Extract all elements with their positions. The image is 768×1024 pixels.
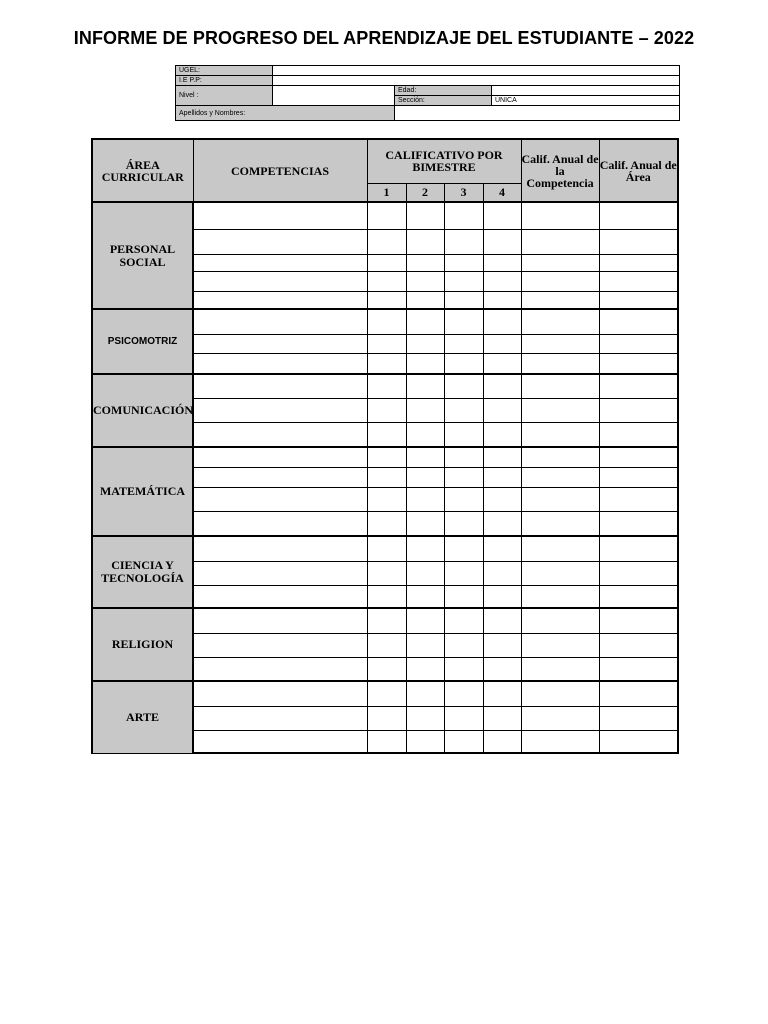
bimestre-2-cell[interactable] <box>406 608 444 633</box>
area-name: PSICOMOTRIZ <box>92 309 193 374</box>
bimestre-2-cell[interactable] <box>406 536 444 561</box>
bimestre-4-cell[interactable] <box>483 536 521 561</box>
calif-area-cell[interactable] <box>599 608 678 633</box>
iepp-label: I.E P.P: <box>176 76 273 86</box>
bimestre-2-cell[interactable] <box>406 561 444 585</box>
calif-competencia-cell[interactable] <box>521 585 599 608</box>
calif-competencia-cell[interactable] <box>521 730 599 753</box>
calif-area-cell[interactable] <box>599 202 678 229</box>
edad-label: Edad: <box>395 86 492 96</box>
calif-area-cell[interactable] <box>599 229 678 254</box>
bimestre-4-cell[interactable] <box>483 633 521 657</box>
calif-area-cell[interactable] <box>599 511 678 536</box>
bimestre-1-header: 1 <box>367 183 406 202</box>
calif-area-cell[interactable] <box>599 271 678 291</box>
bimestre-4-cell[interactable] <box>483 511 521 536</box>
competencia-cell[interactable] <box>193 487 367 511</box>
bimestre-1-cell[interactable] <box>367 511 406 536</box>
bimestre-1-cell[interactable] <box>367 202 406 229</box>
bimestre-3-cell[interactable] <box>444 309 483 334</box>
bimestre-2-cell[interactable] <box>406 657 444 681</box>
bimestre-1-cell[interactable] <box>367 447 406 467</box>
bimestre-1-cell[interactable] <box>367 254 406 271</box>
bimestre-2-cell[interactable] <box>406 585 444 608</box>
bimestre-3-cell[interactable] <box>444 706 483 730</box>
bimestre-1-cell[interactable] <box>367 422 406 447</box>
nivel-label: Nivel : <box>176 86 273 106</box>
bimestre-3-cell[interactable] <box>444 229 483 254</box>
bimestre-3-cell[interactable] <box>444 374 483 398</box>
competencia-cell[interactable] <box>193 511 367 536</box>
calif-competencia-cell[interactable] <box>521 291 599 309</box>
calif-competencia-cell[interactable] <box>521 374 599 398</box>
bimestre-3-cell[interactable] <box>444 398 483 422</box>
bimestre-3-cell[interactable] <box>444 467 483 487</box>
bimestre-2-cell[interactable] <box>406 353 444 374</box>
calif-competencia-cell[interactable] <box>521 422 599 447</box>
table-row <box>92 309 678 334</box>
area-name: PERSONAL SOCIAL <box>92 202 193 309</box>
calif-competencia-cell[interactable] <box>521 511 599 536</box>
bimestre-1-cell[interactable] <box>367 374 406 398</box>
bimestre-2-cell[interactable] <box>406 202 444 229</box>
bimestre-2-cell[interactable] <box>406 291 444 309</box>
calif-area-cell[interactable] <box>599 487 678 511</box>
bimestre-4-cell[interactable] <box>483 467 521 487</box>
competencia-cell[interactable] <box>193 730 367 753</box>
competencia-cell[interactable] <box>193 202 367 229</box>
bimestre-4-cell[interactable] <box>483 229 521 254</box>
calif-area-cell[interactable] <box>599 561 678 585</box>
bimestre-3-cell[interactable] <box>444 536 483 561</box>
bimestre-3-cell[interactable] <box>444 254 483 271</box>
bimestre-4-cell[interactable] <box>483 309 521 334</box>
competencia-cell[interactable] <box>193 398 367 422</box>
iepp-field[interactable] <box>273 76 680 86</box>
competencia-cell[interactable] <box>193 254 367 271</box>
bimestre-3-cell[interactable] <box>444 291 483 309</box>
bimestre-1-cell[interactable] <box>367 291 406 309</box>
bimestre-1-cell[interactable] <box>367 608 406 633</box>
bimestre-1-cell[interactable] <box>367 730 406 753</box>
calif-competencia-cell[interactable] <box>521 467 599 487</box>
table-row <box>92 608 678 633</box>
bimestre-1-cell[interactable] <box>367 487 406 511</box>
bimestre-2-cell[interactable] <box>406 487 444 511</box>
area-name: ARTE <box>92 681 193 753</box>
calificativo-header: CALIFICATIVO POR BIMESTRE <box>367 139 521 183</box>
calif-competencia-cell[interactable] <box>521 447 599 467</box>
bimestre-3-cell[interactable] <box>444 511 483 536</box>
competencia-cell[interactable] <box>193 353 367 374</box>
page-title: INFORME DE PROGRESO DEL APRENDIZAJE DEL ESTUDIANTE – 2022 <box>73 28 695 48</box>
apellidos-label: Apellidos y Nombres: <box>176 106 395 121</box>
calif-area-cell[interactable] <box>599 536 678 561</box>
calif-competencia-cell[interactable] <box>521 706 599 730</box>
calif-area-header: Calif. Anual de Área <box>599 139 678 202</box>
bimestre-4-cell[interactable] <box>483 585 521 608</box>
competencia-cell[interactable] <box>193 536 367 561</box>
bimestre-4-cell[interactable] <box>483 561 521 585</box>
bimestre-4-cell[interactable] <box>483 271 521 291</box>
seccion-label: Sección: <box>395 96 492 106</box>
bimestre-3-cell[interactable] <box>444 585 483 608</box>
bimestre-3-cell[interactable] <box>444 447 483 467</box>
bimestre-4-cell[interactable] <box>483 487 521 511</box>
calif-area-cell[interactable] <box>599 706 678 730</box>
bimestre-2-cell[interactable] <box>406 706 444 730</box>
bimestre-4-cell[interactable] <box>483 422 521 447</box>
bimestre-2-cell[interactable] <box>406 511 444 536</box>
calif-area-cell[interactable] <box>599 447 678 467</box>
bimestre-3-cell[interactable] <box>444 608 483 633</box>
calif-area-cell[interactable] <box>599 467 678 487</box>
calif-competencia-cell[interactable] <box>521 657 599 681</box>
bimestre-2-cell[interactable] <box>406 334 444 353</box>
bimestre-1-cell[interactable] <box>367 561 406 585</box>
bimestre-2-cell[interactable] <box>406 447 444 467</box>
calif-area-cell[interactable] <box>599 398 678 422</box>
bimestre-1-cell[interactable] <box>367 309 406 334</box>
competencia-cell[interactable] <box>193 706 367 730</box>
bimestre-4-cell[interactable] <box>483 291 521 309</box>
calif-area-cell[interactable] <box>599 334 678 353</box>
bimestre-4-header: 4 <box>483 183 521 202</box>
nivel-field[interactable] <box>273 86 395 106</box>
calif-competencia-cell[interactable] <box>521 202 599 229</box>
area-name: CIENCIA Y TECNOLOGÍA <box>92 536 193 608</box>
bimestre-1-cell[interactable] <box>367 633 406 657</box>
calif-area-cell[interactable] <box>599 353 678 374</box>
bimestre-2-cell[interactable] <box>406 229 444 254</box>
competencia-cell[interactable] <box>193 309 367 334</box>
bimestre-2-cell[interactable] <box>406 633 444 657</box>
apellidos-field[interactable] <box>395 106 680 121</box>
bimestre-4-cell[interactable] <box>483 608 521 633</box>
bimestre-1-cell[interactable] <box>367 398 406 422</box>
bimestre-4-cell[interactable] <box>483 202 521 229</box>
calif-competencia-cell[interactable] <box>521 608 599 633</box>
calif-competencia-cell[interactable] <box>521 353 599 374</box>
area-name: COMUNICACIÓN <box>92 374 193 447</box>
competencia-cell[interactable] <box>193 447 367 467</box>
bimestre-3-cell[interactable] <box>444 334 483 353</box>
competencia-cell[interactable] <box>193 657 367 681</box>
bimestre-1-cell[interactable] <box>367 467 406 487</box>
competencia-cell[interactable] <box>193 374 367 398</box>
student-info-table <box>175 65 680 121</box>
area-name: MATEMÁTICA <box>92 447 193 536</box>
table-row <box>92 447 678 467</box>
bimestre-2-cell[interactable] <box>406 374 444 398</box>
bimestre-3-cell[interactable] <box>444 271 483 291</box>
competencia-cell[interactable] <box>193 291 367 309</box>
calif-area-cell[interactable] <box>599 254 678 271</box>
bimestre-1-cell[interactable] <box>367 271 406 291</box>
calif-area-cell[interactable] <box>599 633 678 657</box>
bimestre-3-header: 3 <box>444 183 483 202</box>
bimestre-1-cell[interactable] <box>367 229 406 254</box>
bimestre-3-cell[interactable] <box>444 730 483 753</box>
bimestre-3-cell[interactable] <box>444 353 483 374</box>
bimestre-2-cell[interactable] <box>406 398 444 422</box>
calif-competencia-cell[interactable] <box>521 309 599 334</box>
bimestre-1-cell[interactable] <box>367 353 406 374</box>
competencia-cell[interactable] <box>193 561 367 585</box>
competencias-header: COMPETENCIAS <box>193 139 367 202</box>
bimestre-1-cell[interactable] <box>367 657 406 681</box>
bimestre-1-cell[interactable] <box>367 585 406 608</box>
bimestre-3-cell[interactable] <box>444 561 483 585</box>
bimestre-2-header: 2 <box>406 183 444 202</box>
bimestre-2-cell[interactable] <box>406 730 444 753</box>
calif-competencia-cell[interactable] <box>521 536 599 561</box>
bimestre-3-cell[interactable] <box>444 657 483 681</box>
calif-area-cell[interactable] <box>599 374 678 398</box>
bimestre-4-cell[interactable] <box>483 706 521 730</box>
bimestre-2-cell[interactable] <box>406 422 444 447</box>
competencia-cell[interactable] <box>193 422 367 447</box>
calif-competencia-cell[interactable] <box>521 681 599 706</box>
calif-competencia-cell[interactable] <box>521 633 599 657</box>
competencia-cell[interactable] <box>193 229 367 254</box>
bimestre-1-cell[interactable] <box>367 681 406 706</box>
calif-competencia-cell[interactable] <box>521 487 599 511</box>
bimestre-2-cell[interactable] <box>406 681 444 706</box>
bimestre-1-cell[interactable] <box>367 706 406 730</box>
calif-competencia-cell[interactable] <box>521 271 599 291</box>
competencia-cell[interactable] <box>193 271 367 291</box>
ugel-label: UGEL: <box>176 66 273 76</box>
area-name: RELIGION <box>92 608 193 681</box>
bimestre-2-cell[interactable] <box>406 254 444 271</box>
calif-area-cell[interactable] <box>599 585 678 608</box>
competencia-cell[interactable] <box>193 608 367 633</box>
bimestre-4-cell[interactable] <box>483 398 521 422</box>
calif-area-cell[interactable] <box>599 291 678 309</box>
grades-table <box>91 138 679 754</box>
bimestre-3-cell[interactable] <box>444 633 483 657</box>
bimestre-3-cell[interactable] <box>444 202 483 229</box>
bimestre-4-cell[interactable] <box>483 657 521 681</box>
bimestre-4-cell[interactable] <box>483 374 521 398</box>
bimestre-1-cell[interactable] <box>367 536 406 561</box>
bimestre-4-cell[interactable] <box>483 681 521 706</box>
competencia-cell[interactable] <box>193 681 367 706</box>
calif-competencia-cell[interactable] <box>521 334 599 353</box>
bimestre-1-cell[interactable] <box>367 334 406 353</box>
table-row <box>92 202 678 229</box>
bimestre-3-cell[interactable] <box>444 681 483 706</box>
competencia-cell[interactable] <box>193 334 367 353</box>
edad-field[interactable] <box>492 86 680 96</box>
bimestre-4-cell[interactable] <box>483 334 521 353</box>
calif-competencia-cell[interactable] <box>521 398 599 422</box>
calif-area-cell[interactable] <box>599 657 678 681</box>
calif-area-cell[interactable] <box>599 730 678 753</box>
bimestre-2-cell[interactable] <box>406 309 444 334</box>
calif-area-cell[interactable] <box>599 681 678 706</box>
calif-competencia-header: Calif. Anual de la Competencia <box>521 139 599 202</box>
competencia-cell[interactable] <box>193 585 367 608</box>
calif-competencia-cell[interactable] <box>521 254 599 271</box>
bimestre-4-cell[interactable] <box>483 730 521 753</box>
calif-area-cell[interactable] <box>599 422 678 447</box>
calif-competencia-cell[interactable] <box>521 229 599 254</box>
calif-area-cell[interactable] <box>599 309 678 334</box>
calif-competencia-cell[interactable] <box>521 561 599 585</box>
bimestre-2-cell[interactable] <box>406 271 444 291</box>
competencia-cell[interactable] <box>193 467 367 487</box>
bimestre-3-cell[interactable] <box>444 422 483 447</box>
table-row <box>92 681 678 706</box>
bimestre-2-cell[interactable] <box>406 467 444 487</box>
bimestre-4-cell[interactable] <box>483 447 521 467</box>
table-row <box>92 374 678 398</box>
bimestre-3-cell[interactable] <box>444 487 483 511</box>
ugel-field[interactable] <box>273 66 680 76</box>
table-row <box>92 536 678 561</box>
competencia-cell[interactable] <box>193 633 367 657</box>
area-header: ÁREA CURRICULAR <box>92 139 193 202</box>
bimestre-4-cell[interactable] <box>483 353 521 374</box>
bimestre-4-cell[interactable] <box>483 254 521 271</box>
seccion-field[interactable]: ÚNICA <box>492 96 680 106</box>
